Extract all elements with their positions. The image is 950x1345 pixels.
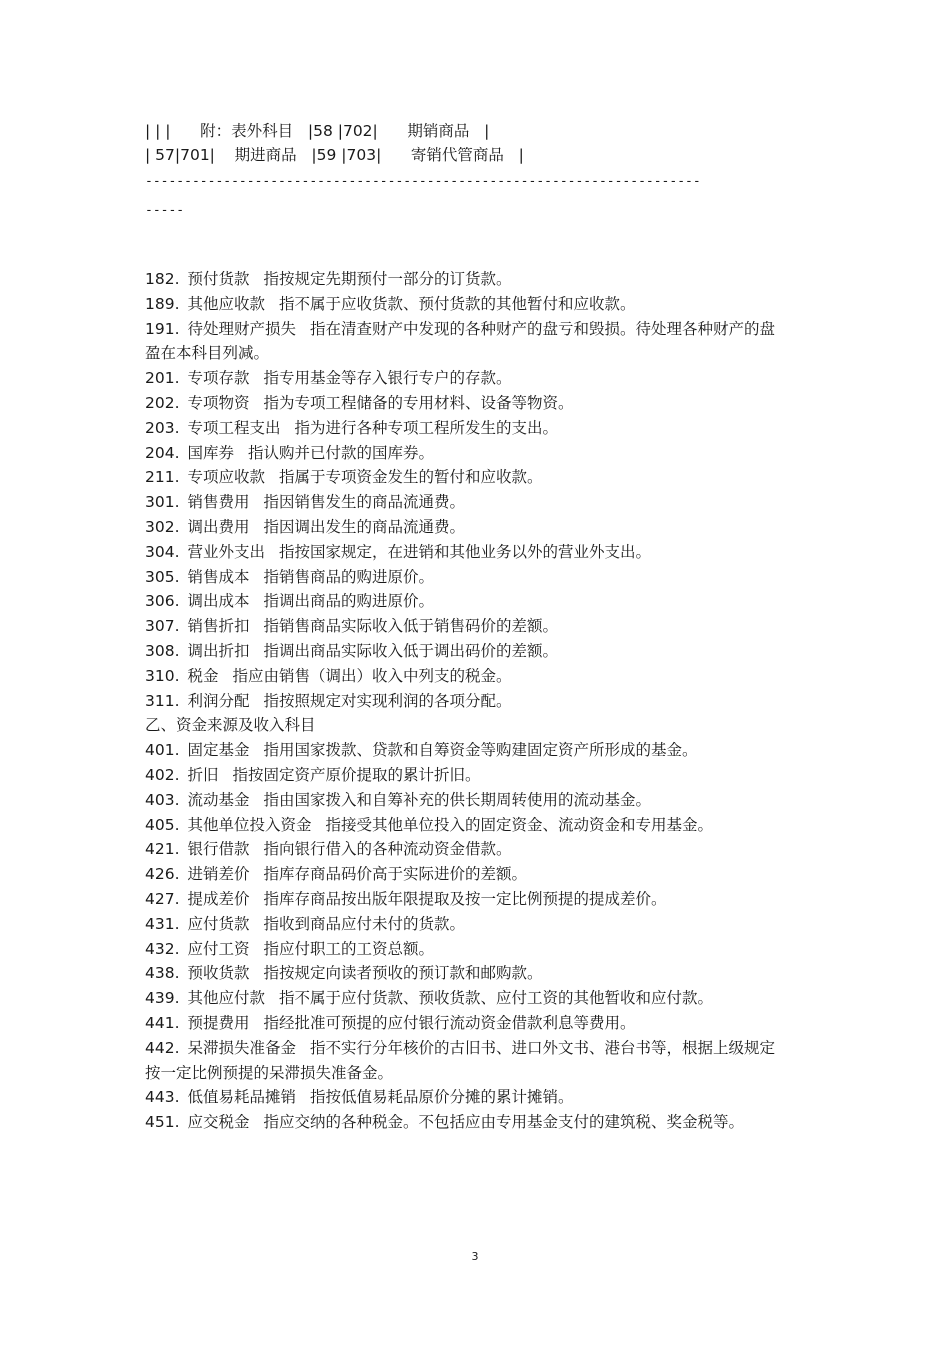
account-term: 银行借款: [187, 840, 250, 859]
account-description: 指库存商品码价高于实际进价的差额。: [263, 865, 528, 884]
account-term: 其他应收款: [187, 294, 266, 313]
account-entry: [145, 1110, 785, 1135]
account-term: 流动基金: [187, 790, 250, 809]
account-description: 指按规定向读者预收的预订款和邮购款。: [263, 964, 543, 983]
account-code: 403.: [145, 790, 180, 809]
account-code: 310.: [145, 666, 180, 685]
account-description: 指调出商品的购进原价。: [263, 592, 435, 611]
account-code: 443.: [145, 1088, 180, 1107]
account-term: 待处理财产损失: [187, 319, 297, 338]
account-description: 指销售商品的购进原价。: [263, 567, 435, 586]
account-description: 指经批准可预提的应付银行流动资金借款利息等费用。: [263, 1013, 636, 1032]
table-row-1: | | | 附：表外科目 |58 |702| 期销商品 |: [145, 122, 490, 140]
asset-account-list: [145, 267, 785, 713]
account-code: 441.: [145, 1013, 180, 1032]
account-code: 439.: [145, 989, 180, 1008]
account-code: 401.: [145, 741, 180, 760]
account-term: 提成差价: [187, 889, 250, 908]
account-term: 调出成本: [187, 592, 250, 611]
account-entry: [145, 986, 785, 1011]
account-entry: [145, 317, 785, 367]
account-description: 指调出商品实际收入低于调出码价的差额。: [263, 641, 559, 660]
account-code: 201.: [145, 369, 180, 388]
table-border-line: -----------------------------------------------------------------------: [145, 174, 701, 189]
account-entry: [145, 813, 785, 838]
account-term: 专项工程支出: [187, 418, 281, 437]
account-entry: [145, 465, 785, 490]
account-description: 指按固定资产原价提取的累计折旧。: [232, 765, 481, 784]
account-description: 指用国家拨款、贷款和自筹资金等购建固定资产所形成的基金。: [263, 741, 698, 760]
account-term: 税金: [187, 666, 219, 685]
account-entry: [145, 639, 785, 664]
account-code: 308.: [145, 641, 180, 660]
account-code: 431.: [145, 914, 180, 933]
account-entry: [145, 837, 785, 862]
account-entry: [145, 937, 785, 962]
account-term: 利润分配: [187, 691, 250, 710]
account-description: 指因销售发生的商品流通费。: [263, 493, 466, 512]
account-entry: [145, 788, 785, 813]
account-entry: [145, 912, 785, 937]
account-code: 311.: [145, 691, 180, 710]
account-term: 应付工资: [187, 939, 250, 958]
account-code: 191.: [145, 319, 180, 338]
account-code: 306.: [145, 592, 180, 611]
account-entry: [145, 887, 785, 912]
account-code: 211.: [145, 468, 180, 487]
account-code: 182.: [145, 270, 180, 288]
account-description: 指在清查财产中发现的各种财产的盘亏和毁损。待处理各种财产的盘盈在本科目列减。: [145, 319, 776, 363]
account-term: 固定基金: [187, 741, 250, 760]
account-code: 451.: [145, 1113, 180, 1132]
account-term: 应付货款: [187, 914, 250, 933]
account-term: 专项存款: [187, 369, 250, 388]
account-description: 指接受其他单位投入的固定资金、流动资金和专用基金。: [325, 815, 714, 834]
account-term: 专项物资: [187, 393, 250, 412]
account-entry: [145, 763, 785, 788]
account-description: 指因调出发生的商品流通费。: [263, 517, 466, 536]
account-term: 销售折扣: [187, 617, 250, 636]
account-description: 指不属于应收货款、预付货款的其他暂付和应收款。: [279, 294, 636, 313]
account-code: 405.: [145, 815, 180, 834]
account-entry: [145, 664, 785, 689]
account-term: 销售费用: [187, 493, 250, 512]
account-entry: [145, 540, 785, 565]
account-code: 302.: [145, 517, 180, 536]
account-term: 调出折扣: [187, 641, 250, 660]
account-entry: [145, 1085, 785, 1110]
account-term: 应交税金: [187, 1113, 250, 1132]
account-entry: [145, 565, 785, 590]
account-term: 折旧: [187, 765, 219, 784]
account-description: 指属于专项资金发生的暂付和应收款。: [279, 468, 543, 487]
account-description: 指按国家规定，在进销和其他业务以外的营业外支出。: [279, 542, 652, 561]
account-entry: [145, 391, 785, 416]
account-entry: [145, 1011, 785, 1036]
liability-account-list: [145, 738, 785, 1135]
account-entry: [145, 862, 785, 887]
account-code: 204.: [145, 443, 180, 462]
account-code: 307.: [145, 617, 180, 636]
section-title: 乙、资金来源及收入科目: [145, 716, 316, 735]
account-term: 营业外支出: [187, 542, 266, 561]
table-border-line-continued: -----: [145, 203, 185, 218]
account-entry: [145, 738, 785, 763]
account-entry: [145, 441, 785, 466]
account-entry: [145, 689, 785, 714]
account-entry: [145, 490, 785, 515]
account-code: 426.: [145, 865, 180, 884]
account-term: 调出费用: [187, 517, 250, 536]
account-entry: [145, 366, 785, 391]
account-description: 指为专项工程储备的专用材料、设备等物资。: [263, 393, 574, 412]
account-description: 指按照规定对实现利润的各项分配。: [263, 691, 512, 710]
account-description: 指不属于应付货款、预收货款、应付工资的其他暂收和应付款。: [279, 989, 714, 1008]
account-description: 指应由销售（调出）收入中列支的税金。: [232, 666, 512, 685]
account-term: 进销差价: [187, 865, 250, 884]
off-balance-table-fragment: [145, 119, 785, 225]
account-code: 442.: [145, 1038, 180, 1057]
account-description: 指收到商品应付未付的货款。: [263, 914, 466, 933]
account-description: 指不实行分年核价的古旧书、进口外文书、港台书等，根据上级规定按一定比例预提的呆滞损失准备金。: [145, 1038, 776, 1082]
table-row-2: | 57|701| 期进商品 |59 |703| 寄销代管商品 |: [145, 146, 524, 164]
account-description: 指库存商品按出版年限提取及按一定比例预提的提成差价。: [263, 889, 667, 908]
page-number: 3: [471, 1250, 479, 1263]
account-entry: [145, 515, 785, 540]
account-entries: [145, 267, 785, 1135]
account-description: 指向银行借入的各种流动资金借款。: [263, 840, 512, 859]
account-entry: [145, 614, 785, 639]
account-description: 指应交纳的各种税金。不包括应由专用基金支付的建筑税、奖金税等。: [263, 1113, 745, 1132]
account-code: 304.: [145, 542, 180, 561]
account-description: 指销售商品实际收入低于销售码价的差额。: [263, 617, 559, 636]
account-code: 202.: [145, 393, 180, 412]
account-code: 402.: [145, 765, 180, 784]
account-description: 指按规定先期预付一部分的订货款。: [263, 270, 512, 288]
account-entry: [145, 589, 785, 614]
account-code: 438.: [145, 964, 180, 983]
account-term: 其他单位投入资金: [187, 815, 312, 834]
account-code: 305.: [145, 567, 180, 586]
account-term: 其他应付款: [187, 989, 266, 1008]
account-term: 预提费用: [187, 1013, 250, 1032]
account-term: 呆滞损失准备金: [187, 1038, 297, 1057]
account-term: 销售成本: [187, 567, 250, 586]
account-description: 指认购并已付款的国库券。: [248, 443, 435, 462]
account-term: 专项应收款: [187, 468, 266, 487]
account-entry: [145, 267, 785, 292]
account-description: 指应付职工的工资总额。: [263, 939, 435, 958]
account-entry: [145, 292, 785, 317]
account-description: 指按低值易耗品原价分摊的累计摊销。: [310, 1088, 574, 1107]
account-code: 432.: [145, 939, 180, 958]
account-code: 203.: [145, 418, 180, 437]
account-entry: [145, 961, 785, 986]
account-code: 301.: [145, 493, 180, 512]
account-entry: [145, 416, 785, 441]
account-code: 427.: [145, 889, 180, 908]
account-description: 指为进行各种专项工程所发生的支出。: [294, 418, 559, 437]
account-description: 指专用基金等存入银行专户的存款。: [263, 369, 512, 388]
account-term: 低值易耗品摊销: [187, 1088, 297, 1107]
account-code: 189.: [145, 294, 180, 313]
account-term: 预付货款: [187, 270, 250, 288]
account-entry: [145, 1036, 785, 1086]
account-description: 指由国家拨入和自筹补充的供长期周转使用的流动基金。: [263, 790, 652, 809]
account-term: 预收货款: [187, 964, 250, 983]
account-code: 421.: [145, 840, 180, 859]
account-term: 国库券: [187, 443, 235, 462]
